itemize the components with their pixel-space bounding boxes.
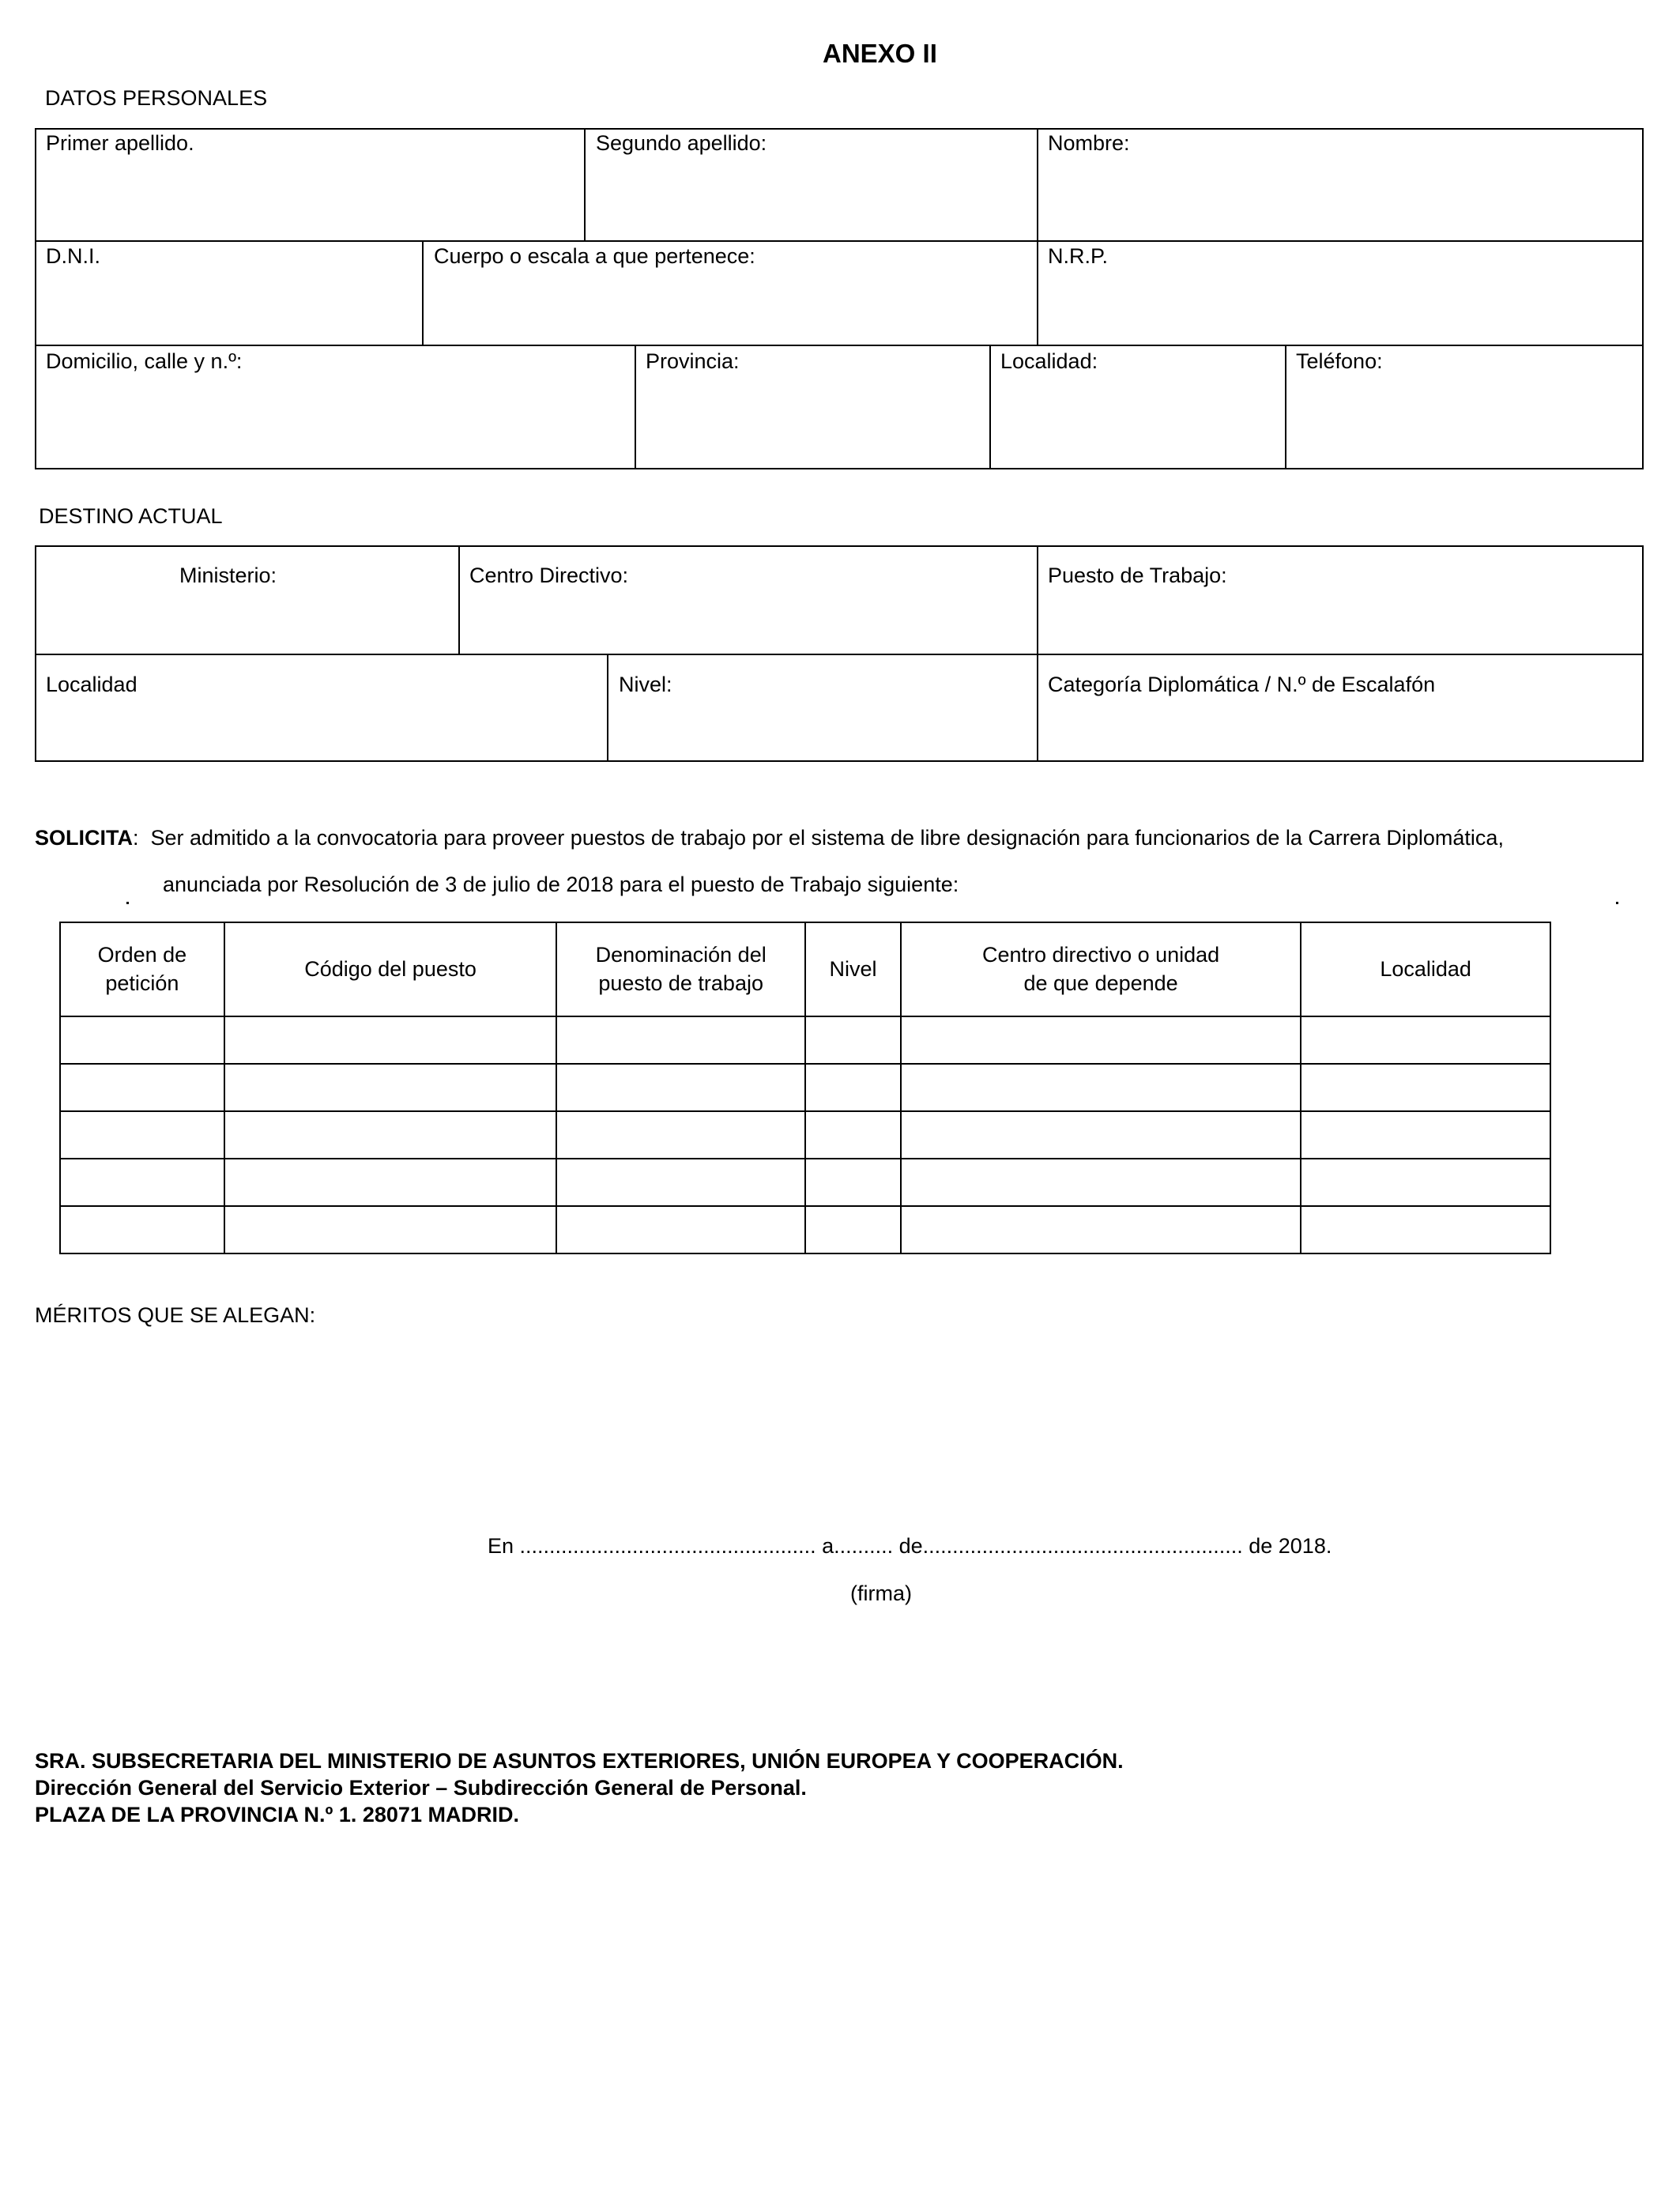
table-cell[interactable] — [805, 1111, 901, 1159]
table-cell[interactable] — [224, 1206, 556, 1253]
table-row — [60, 1206, 1550, 1253]
field-provincia[interactable]: Provincia: — [646, 349, 740, 373]
request-table — [59, 922, 1551, 1254]
field-primer-apellido[interactable]: Primer apellido. — [46, 131, 194, 155]
column-header-nivel: Nivel — [805, 922, 901, 1016]
personal-data-grid — [35, 128, 1644, 469]
table-cell[interactable] — [901, 1016, 1301, 1064]
table-cell[interactable] — [224, 1016, 556, 1064]
section-label-destino-actual: DESTINO ACTUAL — [39, 504, 223, 528]
table-row — [60, 1016, 1550, 1064]
column-header-denominacion: Denominación del puesto de trabajo — [556, 922, 805, 1016]
table-cell[interactable] — [224, 1111, 556, 1159]
column-header-centro: Centro directivo o unidad de que depende — [901, 922, 1301, 1016]
table-cell[interactable] — [556, 1111, 805, 1159]
table-cell[interactable] — [60, 1016, 224, 1064]
field-destino-localidad[interactable]: Localidad — [46, 673, 137, 696]
table-cell[interactable] — [556, 1064, 805, 1111]
table-cell[interactable] — [556, 1159, 805, 1206]
solicita-line1: Ser admitido a la convocatoria para proveer puestos de trabajo por el sistema de libre designación para funcionarios de la Carrera Diplomática, — [150, 826, 1504, 850]
table-cell[interactable] — [901, 1111, 1301, 1159]
solicita-line2: anunciada por Resolución de 3 de julio de 2018 para el puesto de Trabajo siguiente: — [163, 873, 959, 896]
solicita-label: SOLICITA — [35, 826, 133, 850]
table-cell[interactable] — [224, 1159, 556, 1206]
table-header-row — [60, 922, 1550, 1016]
document-title: ANEXO II — [823, 39, 937, 68]
table-cell[interactable] — [805, 1016, 901, 1064]
table-cell[interactable] — [60, 1159, 224, 1206]
column-header-localidad: Localidad — [1301, 922, 1550, 1016]
field-telefono[interactable]: Teléfono: — [1296, 349, 1383, 373]
table-cell[interactable] — [1301, 1159, 1550, 1206]
table-cell[interactable] — [556, 1206, 805, 1253]
table-cell[interactable] — [805, 1206, 901, 1253]
field-centro-directivo[interactable]: Centro Directivo: — [469, 564, 629, 587]
table-cell[interactable] — [556, 1016, 805, 1064]
table-row — [60, 1064, 1550, 1111]
table-cell[interactable] — [1301, 1016, 1550, 1064]
field-dni[interactable]: D.N.I. — [46, 244, 101, 268]
field-nivel[interactable]: Nivel: — [619, 673, 672, 696]
table-cell[interactable] — [1301, 1206, 1550, 1253]
signature-place-date-line[interactable]: En .................................................. a.......... de...................................................... de 2018. — [488, 1534, 1332, 1558]
field-nombre[interactable]: Nombre: — [1048, 131, 1130, 155]
field-segundo-apellido[interactable]: Segundo apellido: — [596, 131, 767, 155]
table-cell[interactable] — [224, 1064, 556, 1111]
table-cell[interactable] — [60, 1206, 224, 1253]
section-label-datos-personales: DATOS PERSONALES — [45, 86, 268, 110]
field-ministerio[interactable]: Ministerio: — [179, 564, 277, 587]
field-puesto-trabajo[interactable]: Puesto de Trabajo: — [1048, 564, 1227, 587]
field-categoria[interactable]: Categoría Diplomática / N.º de Escalafón — [1048, 673, 1436, 696]
table-cell[interactable] — [901, 1206, 1301, 1253]
table-row — [60, 1111, 1550, 1159]
addressee-line-3: PLAZA DE LA PROVINCIA N.º 1. 28071 MADRID. — [35, 1803, 519, 1826]
table-cell[interactable] — [805, 1064, 901, 1111]
field-domicilio[interactable]: Domicilio, calle y n.º: — [46, 349, 243, 373]
addressee-line-2: Dirección General del Servicio Exterior – Subdirección General de Personal. — [35, 1776, 807, 1800]
table-cell[interactable] — [1301, 1111, 1550, 1159]
column-header-codigo: Código del puesto — [224, 922, 556, 1016]
table-cell[interactable] — [901, 1159, 1301, 1206]
signature-firma-label: (firma) — [850, 1581, 912, 1605]
field-cuerpo[interactable]: Cuerpo o escala a que pertenece: — [434, 244, 755, 268]
meritos-area[interactable] — [35, 1336, 1644, 1510]
solicita-paragraph: SOLICITA: Ser admitido a la convocatoria para proveer puestos de trabajo por el sistema de libre designación para funcionarios de la Carrera Diplomática, — [35, 826, 1504, 850]
table-cell[interactable] — [60, 1064, 224, 1111]
field-localidad[interactable]: Localidad: — [1000, 349, 1098, 373]
table-cell[interactable] — [1301, 1064, 1550, 1111]
meritos-label: MÉRITOS QUE SE ALEGAN: — [35, 1303, 316, 1327]
table-cell[interactable] — [901, 1064, 1301, 1111]
field-nrp[interactable]: N.R.P. — [1048, 244, 1109, 268]
table-cell[interactable] — [60, 1111, 224, 1159]
table-row — [60, 1159, 1550, 1206]
addressee-line-1: SRA. SUBSECRETARIA DEL MINISTERIO DE ASUNTOS EXTERIORES, UNIÓN EUROPEA Y COOPERACIÓN. — [35, 1749, 1124, 1773]
column-header-orden: Orden de petición — [60, 922, 224, 1016]
table-cell[interactable] — [805, 1159, 901, 1206]
